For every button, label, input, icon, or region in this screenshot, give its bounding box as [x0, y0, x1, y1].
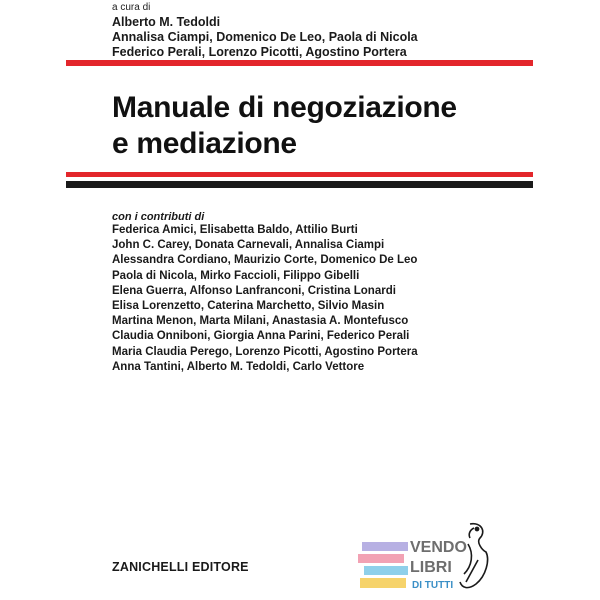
contributors-line: Paola di Nicola, Mirko Faccioli, Filippo Gibelli [112, 269, 360, 282]
top-red-rule [66, 60, 533, 66]
contributors-line: Martina Menon, Marta Milani, Anastasia A. Montefusco [112, 315, 409, 328]
badge-line2: LIBRI [410, 559, 452, 576]
lead-editor: Alberto M. Tedoldi [112, 15, 221, 29]
contributors-line: Federica Amici, Elisabetta Baldo, Attilio Burti [112, 224, 358, 236]
stripe-yellow [360, 578, 406, 588]
badge-line3: DI TUTTI [412, 580, 454, 591]
editors-line: Annalisa Ciampi, Domenico De Leo, Paola di Nicola [112, 30, 418, 44]
seller-logo [358, 520, 498, 596]
stripe-pink [358, 554, 404, 563]
contributions-label: con i contributi di [112, 211, 205, 223]
title-line: e mediazione [112, 127, 297, 160]
contributors-line: Elena Guerra, Alfonso Lanfranconi, Cristina Lonardi [112, 284, 396, 297]
contributors-line: Alessandra Cordiano, Maurizio Corte, Domenico De Leo [112, 254, 418, 267]
editors-line: Federico Perali, Lorenzo Picotti, Agostino Portera [112, 45, 407, 59]
contributors-line: John C. Carey, Donata Carnevali, Annalisa Ciampi [112, 239, 385, 252]
title-line: Manuale di negoziazione [112, 91, 457, 124]
cura-label: a cura di [112, 2, 151, 13]
contributors-line: Anna Tantini, Alberto M. Tedoldi, Carlo Vettore [112, 360, 365, 373]
contributors-list [112, 223, 418, 375]
contributors-line: Claudia Onniboni, Giorgia Anna Parini, Federico Perali [112, 330, 410, 343]
badge-line1: VENDO [410, 539, 467, 556]
contributors-line: Elisa Lorenzetto, Caterina Marchetto, Silvio Masin [112, 300, 385, 313]
contributors-line: Maria Claudia Perego, Lorenzo Picotti, Agostino Portera [112, 345, 418, 358]
stripe-lilac [362, 542, 408, 551]
middle-red-rule [66, 172, 533, 177]
book-title [112, 90, 457, 162]
publisher-name: ZANICHELLI EDITORE [112, 560, 249, 574]
editors-list [112, 30, 418, 60]
stripe-blue [364, 566, 408, 575]
middle-black-rule [66, 181, 533, 188]
